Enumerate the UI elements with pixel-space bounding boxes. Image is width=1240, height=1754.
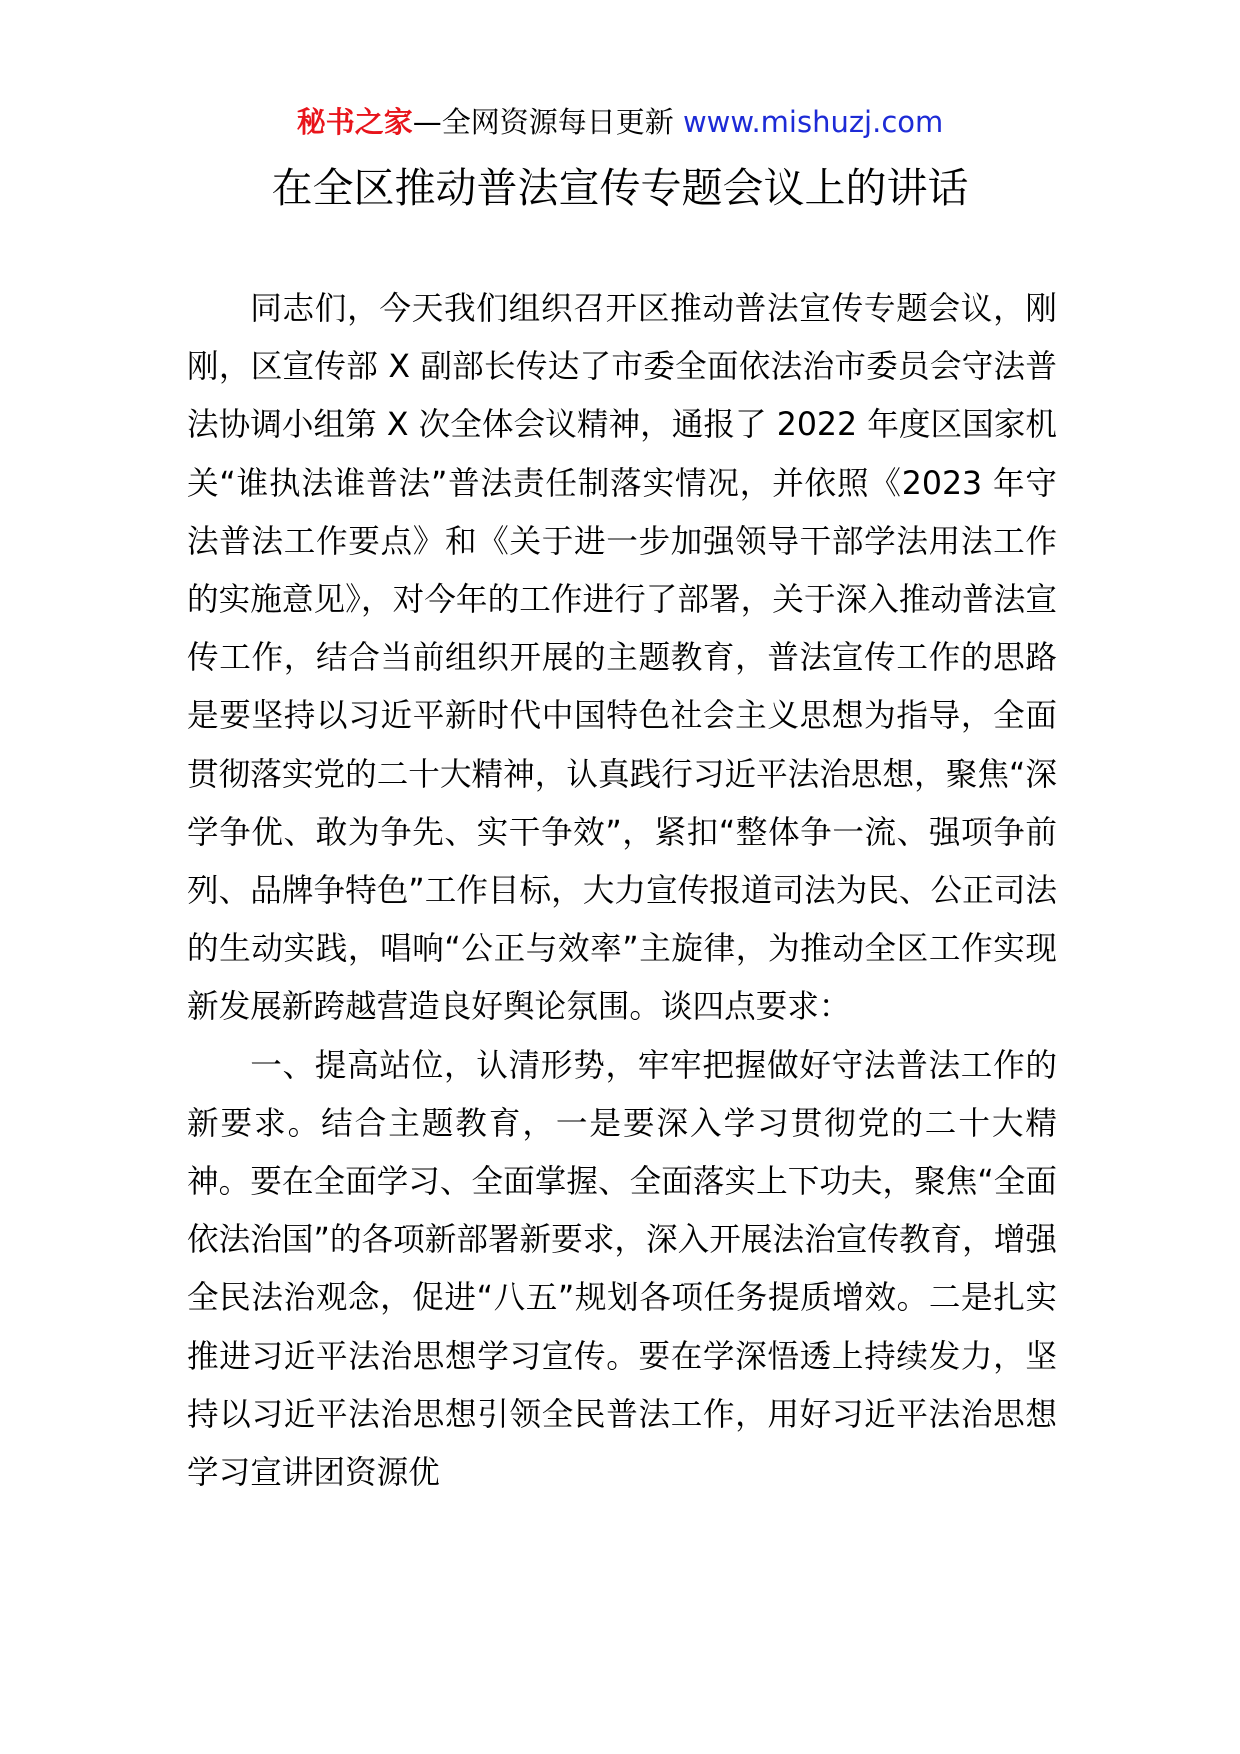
paragraph-2: 一、提高站位，认清形势，牢牢把握做好守法普法工作的新要求。结合主题教育，一是要深入学习贯彻党的二十大精神。要在全面学习、全面掌握、全面落实上下功夫，聚焦“全面依法治国”的各项新部署新要求，深入开展法治宣传教育，增强全民法治观念，促进“八五”规划各项任务提质增效。二是扎实推进习近平法治思想学习宣传。要在学深悟透上持续发力，坚持以习近平法治思想引领全民普法工作，用好习近平法治思想学习宣讲团资源优 (187, 1047, 1057, 1492)
document-title: 在全区推动普法宣传专题会议上的讲话 (271, 164, 969, 212)
site-header (0, 102, 1240, 142)
document-body (187, 280, 1057, 1502)
header-tagline: —全网资源每日更新 (412, 105, 674, 139)
brand-name: 秘书之家 (296, 105, 413, 139)
paragraph-1: 同志们，今天我们组织召开区推动普法宣传专题会议，刚刚，区宣传部 X 副部长传达了市委全面依法治市委员会守法普法协调小组第 X 次全体会议精神，通报了 2022 年度区国家机关“谁执法谁普法”普法责任制落实情况，并依照《2023 年守法普法工作要点》和《关于进一步加强领导干部学法用法工作的实施意见》，对今年的工作进行了部署，关于深入推动普法宣传工作，结合当前组织开展的主题教育，普法宣传工作的思路是要坚持以习近平新时代中国特色社会主义思想为指导，全面贯彻落实党的二十大精神，认真践行习近平法治思想，聚焦“深学争优、敢为争先、实干争效”，紧扣“整体争一流、强项争前列、品牌争特色”工作目标，大力宣传报道司法为民、公正司法的生动实践，唱响“公正与效率”主旋律，为推动全区工作实现新发展新跨越营造良好舆论氛围。谈四点要求： (187, 291, 1057, 1026)
site-url[interactable]: www.mishuzj.com (682, 105, 944, 139)
